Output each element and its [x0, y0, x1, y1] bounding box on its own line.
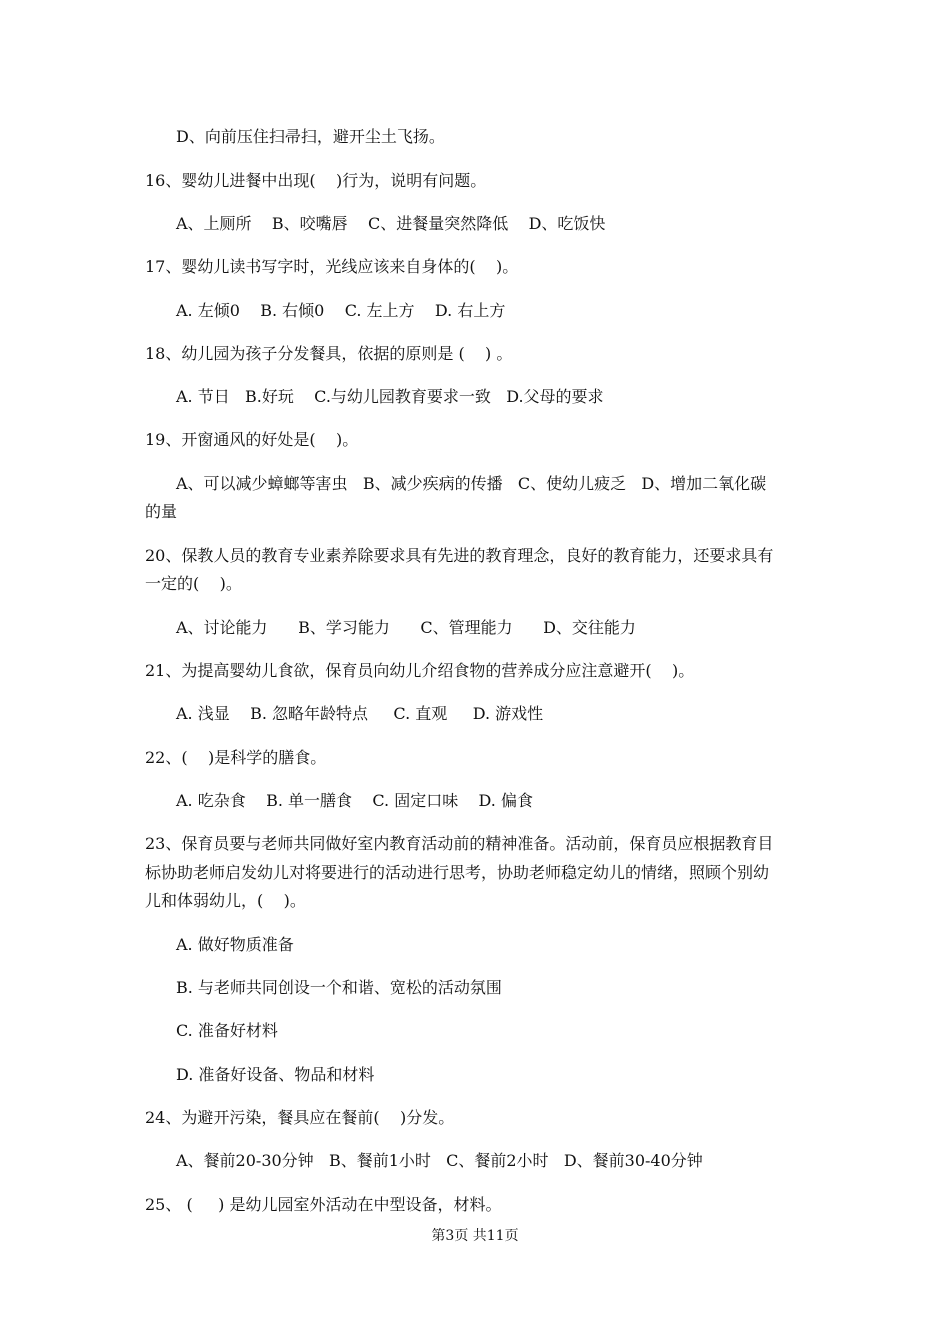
- option-23-b: B. 与老师共同创设一个和谐、宽松的活动氛围: [176, 978, 502, 997]
- question-22: 22、( )是科学的膳食。: [145, 748, 327, 767]
- question-17: 17、婴幼儿读书写字时，光线应该来自身体的( )。: [145, 257, 519, 276]
- options-19-cont: 的量: [145, 502, 178, 521]
- question-20: 20、保教人员的教育专业素养除要求具有先进的教育理念，良好的教育能力，还要求具有: [145, 546, 774, 565]
- question-18: 18、幼儿园为孩子分发餐具，依据的原则是 ( ) 。: [145, 344, 513, 363]
- page-footer: 第3页 共11页: [431, 1228, 519, 1244]
- question-25: 25、 ( ) 是幼儿园室外活动在中型设备，材料。: [145, 1195, 502, 1214]
- options-20: A、讨论能力 B、学习能力 C、管理能力 D、交往能力: [176, 618, 636, 637]
- options-17: A. 左倾0 B. 右倾0 C. 左上方 D. 右上方: [176, 301, 506, 320]
- options-16: A、上厕所 B、咬嘴唇 C、进餐量突然降低 D、吃饭快: [176, 214, 606, 233]
- options-21: A. 浅显 B. 忽略年龄特点 C. 直观 D. 游戏性: [176, 704, 544, 723]
- option-line: D、向前压住扫帚扫，避开尘土飞扬。: [176, 127, 445, 146]
- question-24: 24、为避开污染，餐具应在餐前( )分发。: [145, 1108, 455, 1127]
- question-20-cont: 一定的( )。: [145, 574, 242, 593]
- options-22: A. 吃杂食 B. 单一膳食 C. 固定口味 D. 偏食: [176, 791, 533, 810]
- option-23-c: C. 准备好材料: [176, 1021, 278, 1040]
- question-19: 19、开窗通风的好处是( )。: [145, 430, 359, 449]
- question-23: 23、保育员要与老师共同做好室内教育活动前的精神准备。活动前，保育员应根据教育目: [145, 834, 774, 853]
- options-24: A、餐前20-30分钟 B、餐前1小时 C、餐前2小时 D、餐前30-40分钟: [176, 1151, 703, 1170]
- options-19: A、可以减少蟑螂等害虫 B、减少疾病的传播 C、使幼儿疲乏 D、增加二氧化碳: [176, 474, 767, 493]
- question-23-cont: 标协助老师启发幼儿对将要进行的活动进行思考，协助老师稳定幼儿的情绪，照顾个别幼: [145, 863, 770, 882]
- option-23-a: A. 做好物质准备: [176, 935, 294, 954]
- option-23-d: D. 准备好设备、物品和材料: [176, 1065, 375, 1084]
- options-18: A. 节日 B.好玩 C.与幼儿园教育要求一致 D.父母的要求: [176, 387, 604, 406]
- question-16: 16、婴幼儿进餐中出现( )行为，说明有问题。: [145, 171, 487, 190]
- question-21: 21、为提高婴幼儿食欲，保育员向幼儿介绍食物的营养成分应注意避开( )。: [145, 661, 695, 680]
- question-23-cont: 儿和体弱幼儿，( )。: [145, 891, 306, 910]
